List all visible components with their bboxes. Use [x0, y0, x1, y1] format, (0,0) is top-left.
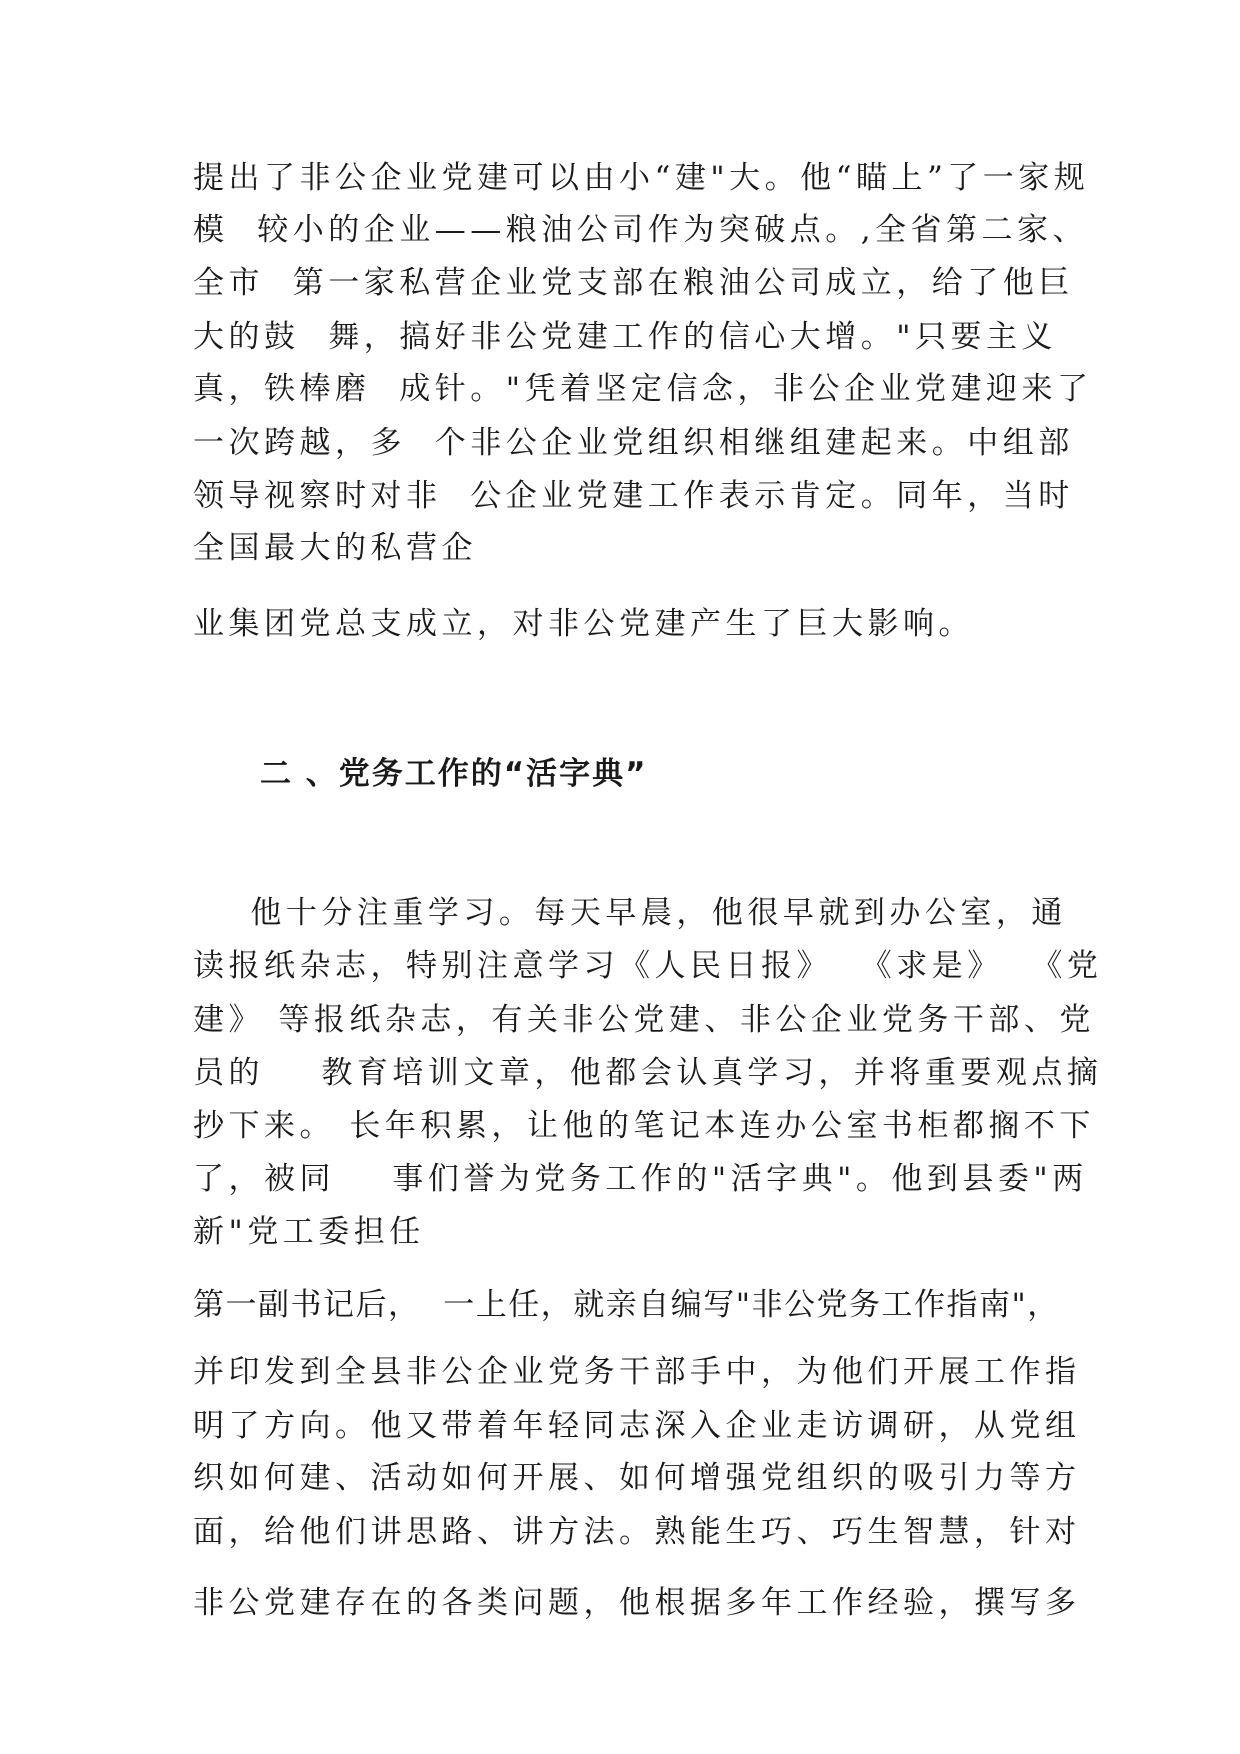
- section-heading: 二 、党务工作的“活字典”: [260, 756, 648, 792]
- paragraph-line: 了，被同 事们誉为党务工作的"活字典"。他到县委"两: [193, 1161, 1088, 1197]
- paragraph-line: 建》 等报纸杂志，有关非公党建、非公企业党务干部、党: [193, 1002, 1095, 1038]
- paragraph-line: 全市 第一家私营企业党支部在粮油公司成立，给了他巨: [193, 265, 1074, 301]
- paragraph-line: 领导视察时对非 公企业党建工作表示肯定。同年，当时: [193, 478, 1074, 514]
- paragraph-line: 真，铁棒磨 成针。"凭着坚定信念，非公企业党建迎来了: [193, 371, 1093, 407]
- paragraph-line: 织如何建、活动如何开展、如何增强党组织的吸引力等方: [193, 1460, 1081, 1496]
- paragraph-line: 第一副书记后， 一上任，就亲自编写"非公党务工作指南"，: [193, 1287, 1060, 1323]
- paragraph-line: 一次跨越，多 个非公企业党组织相继组建起来。中组部: [193, 425, 1074, 461]
- paragraph-line: 员的 教育培训文章，他都会认真学习，并将重要观点摘: [193, 1055, 1103, 1091]
- paragraph-line: 新"党工委担任: [193, 1214, 425, 1250]
- paragraph-line: 模 较小的企业——粮油公司作为突破点。,全省第二家、: [193, 212, 1089, 248]
- paragraph-line: 读报纸杂志，特别注意学习《人民日报》 《求是》 《党: [193, 948, 1103, 984]
- paragraph-line: 提出了非公企业党建可以由小“建"大。他“瞄上”了一家规: [193, 160, 1090, 196]
- paragraph-line: 全国最大的私营企: [193, 530, 477, 566]
- paragraph-line: 业集团党总支成立，对非公党建产生了巨大影响。: [193, 606, 974, 642]
- paragraph-line: 他十分注重学习。每天早晨，他很早就到办公室，通: [193, 895, 1067, 931]
- paragraph-line: 大的鼓 舞，搞好非公党建工作的信心大增。"只要主义: [193, 319, 1057, 355]
- paragraph-line: 面，给他们讲思路、讲方法。熟能生巧、巧生智慧，针对: [193, 1514, 1081, 1550]
- paragraph-line: 抄下来。 长年积累，让他的笔记本连办公室书柜都搁不下: [193, 1108, 1095, 1144]
- paragraph-line: 非公党建存在的各类问题，他根据多年工作经验，撰写多: [193, 1585, 1081, 1621]
- paragraph-line: 明了方向。他又带着年轻同志深入企业走访调研，从党组: [193, 1408, 1081, 1444]
- paragraph-line: 并印发到全县非公企业党务干部手中，为他们开展工作指: [193, 1354, 1081, 1390]
